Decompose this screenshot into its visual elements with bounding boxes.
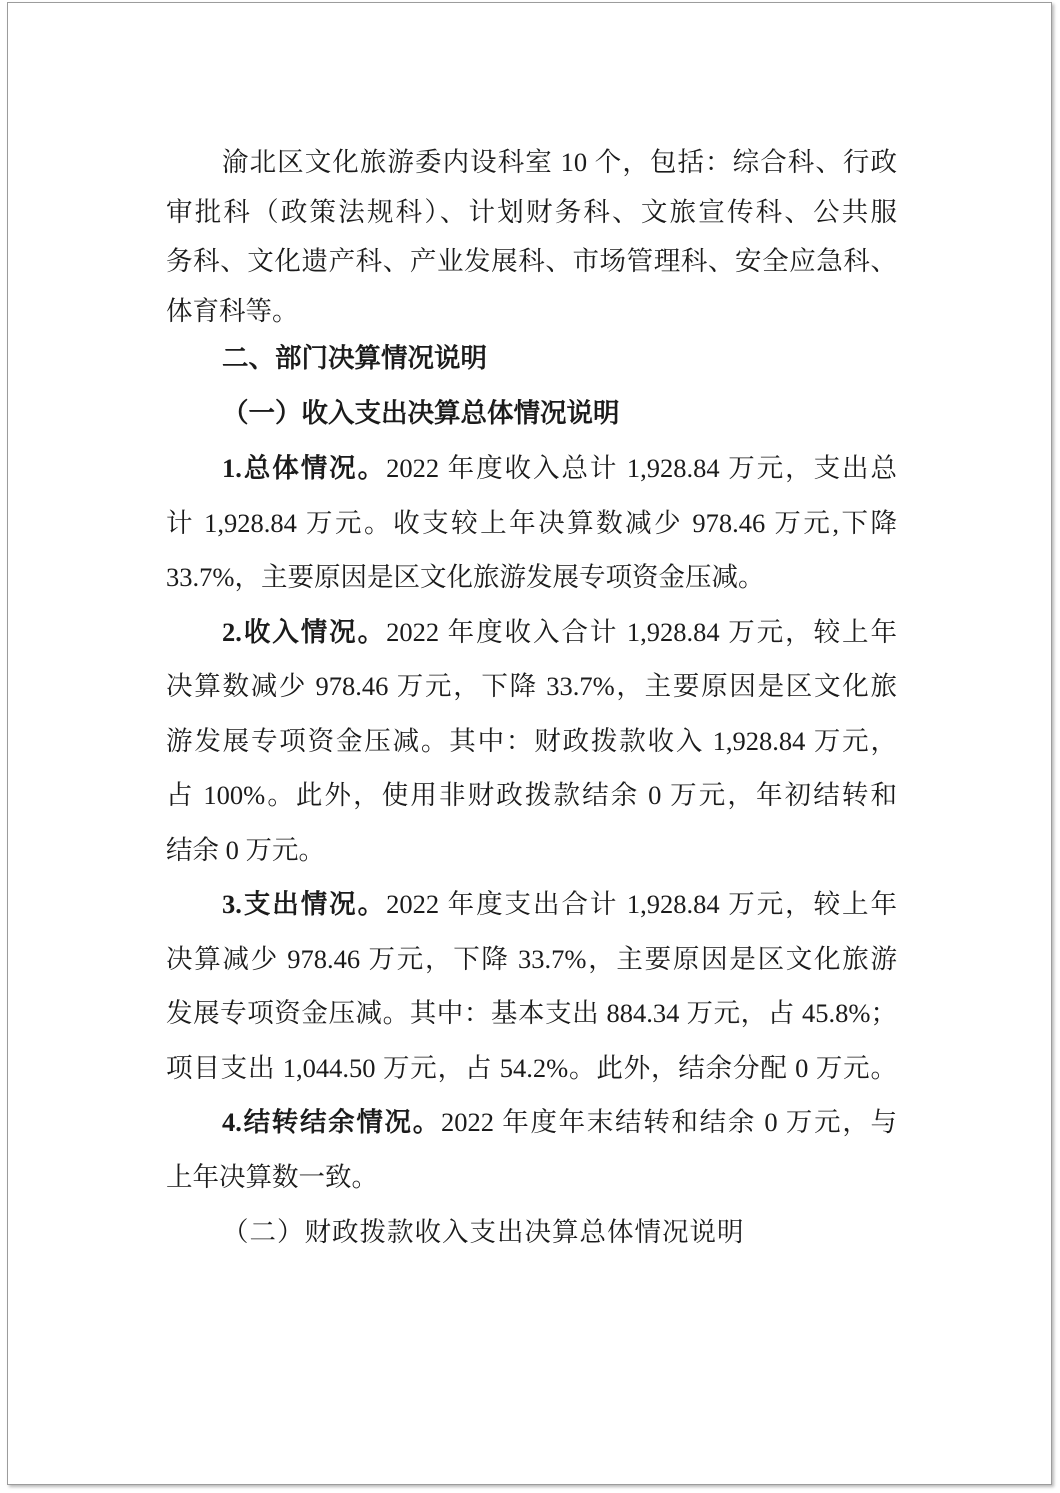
intro-paragraph bbox=[166, 138, 897, 336]
subsection-heading: （二）财政拨款收入支出决算总体情况说明 bbox=[222, 1217, 745, 1247]
paragraph-line: 体育科等。 bbox=[166, 295, 299, 326]
document-body bbox=[166, 138, 897, 1260]
paragraph-line: 发展专项资金压减。其中：基本支出 884.34 万元，占 45.8%； bbox=[166, 998, 897, 1028]
line-text: 2022 年度支出合计 1,928.84 万元，较上年 bbox=[386, 889, 897, 919]
item-title: 3.支出情况。 bbox=[222, 889, 387, 919]
paragraph-line: 渝北区文化旅游委内设科室 10 个，包括：综合科、行政 bbox=[222, 147, 897, 177]
paragraph-line: 项目支出 1,044.50 万元，占 54.2%。此外，结余分配 0 万元。 bbox=[166, 1052, 897, 1083]
subsection-heading: （一）收入支出决算总体情况说明 bbox=[222, 398, 620, 428]
paragraph-line: 结余 0 万元。 bbox=[166, 834, 325, 865]
paragraph-line: 游发展专项资金压减。其中：财政拨款收入 1,928.84 万元， bbox=[166, 725, 897, 756]
item-expenditure-paragraph bbox=[166, 877, 897, 1095]
paragraph-line: 占 100%。此外，使用非财政拨款结余 0 万元，年初结转和 bbox=[166, 780, 897, 810]
item-income-paragraph bbox=[166, 605, 897, 878]
paragraph-line bbox=[166, 605, 897, 660]
paragraph-line: 审批科（政策法规科）、计划财务科、文旅宣传科、公共服 bbox=[166, 196, 897, 227]
item-title: 2.收入情况。 bbox=[222, 616, 387, 647]
paragraph-line bbox=[166, 877, 897, 932]
line-text: 2022 年度收入合计 1,928.84 万元，较上年 bbox=[386, 616, 897, 647]
paragraph-line bbox=[166, 441, 897, 496]
section-heading: 二、部门决算情况说明 bbox=[222, 343, 487, 373]
item-carryover-paragraph bbox=[166, 1095, 897, 1204]
item-title: 1.总体情况。 bbox=[222, 453, 387, 483]
line-text: 2022 年度年末结转和结余 0 万元，与 bbox=[440, 1107, 897, 1137]
paragraph-line: 33.7%，主要原因是区文化旅游发展专项资金压减。 bbox=[166, 562, 765, 592]
paragraph-line bbox=[166, 1095, 897, 1150]
document-page bbox=[7, 2, 1052, 1485]
line-text: 2022 年度收入总计 1,928.84 万元，支出总 bbox=[386, 453, 897, 483]
paragraph-line: 务科、文化遗产科、产业发展科、市场管理科、安全应急科、 bbox=[166, 246, 897, 276]
paragraph-line: 计 1,928.84 万元。收支较上年决算数减少 978.46 万元,下降 bbox=[166, 507, 897, 538]
item-overall-paragraph bbox=[166, 441, 897, 605]
paragraph-line: 决算减少 978.46 万元，下降 33.7%，主要原因是区文化旅游 bbox=[166, 943, 897, 974]
paragraph-line: 上年决算数一致。 bbox=[166, 1161, 378, 1192]
item-title: 4.结转结余情况。 bbox=[222, 1107, 441, 1137]
paragraph-line: 决算数减少 978.46 万元，下降 33.7%，主要原因是区文化旅 bbox=[166, 671, 897, 701]
